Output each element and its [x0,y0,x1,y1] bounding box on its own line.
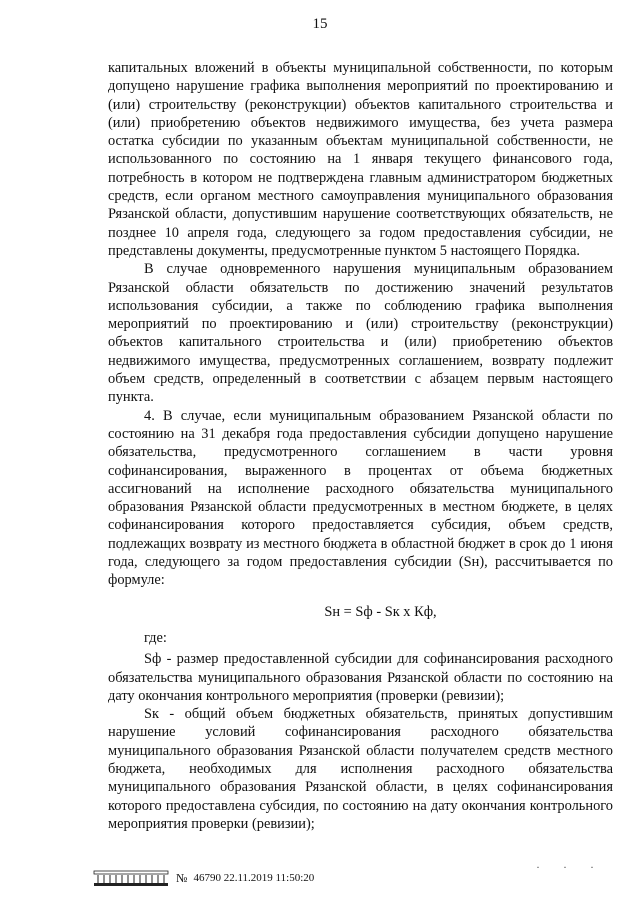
government-building-logo-icon [92,868,170,888]
paragraph: 4. В случае, если муниципальным образованием Рязанской области по состоянию на 31 декабря года предоставления субсидии допущено нарушение обязательства, предусмотренного соглашением в части уровня софинансирования, выраженного в процентах от объема бюджетных ассигнований на исполнение расходного обязательства муниципального образования Рязанской области предусмотренных в местном бюджете, в целях софинансирования которого предоставляется субсидия, объем средств, подлежащих возврату из местного бюджета в областной бюджет в срок до 1 июня года, следующего за годом предоставления субсидии (Sн), рассчитывается по формуле: [108,407,613,589]
definition: Sф - размер предоставленной субсидии для софинансирования расходного обязательства муниципального образования Рязанской области по состоянию на дату окончания контрольного мероприятия (проверки (ревизии); [108,651,613,704]
where-label: где: [144,629,167,646]
paragraph: капитальных вложений в объекты муниципальной собственности, по которым допущено нарушение графика выполнения мероприятий по проектированию и (или) строительству (реконструкции) объектов капитального строительства и (или) приобретению объектов недвижимого имущества, без учета размера остатка субсидии по указанным объектам муниципальной собственности, не использованного по состоянию на 1 января текущего финансового года, потребность в котором не подтверждена главным администратором бюджетных средств, если органом местного самоуправления муниципального образования Рязанской области, допустившим нарушение соответствующих обязательств, не позднее 10 апреля года, следующего за годом предоставления субсидии, не представлены документы, предусмотренные пунктом 5 настоящего Порядка. [108,60,613,259]
paragraph: В случае одновременного нарушения муниципальным образованием Рязанской области обязательств по достижению значений результатов использования субсидии, а также по соблюдению графика выполнения мероприятий по проектированию и (или) строительству (реконструкции) объектов капитального строительства и (или) приобретению объектов недвижимого имущества, предусмотренных соглашением, возврату подлежит объем средств, определенный в соответствии с абзацем первым настоящего пункта. [108,261,613,406]
registration-stamp: 46790 22.11.2019 11:50:20 [193,872,315,884]
document-footer [92,868,314,888]
page-number: 15 [312,16,328,32]
number-sign: № [176,870,188,885]
scan-artifact-dots: · · · [536,860,604,874]
document-body [108,59,613,833]
definition: Sк - общий объем бюджетных обязательств, принятых допустившим нарушение условий софинансирования расходного обязательства муниципального образования Рязанской области получателем средств местного бюджета, необходимых для исполнения расходного обязательства муниципального образования Рязанской области, в целях софинансирования которого предоставлена субсидия, по состоянию на дату окончания контрольного мероприятия проверки (ревизии); [108,706,613,832]
formula: Sн = Sф - Sк х Кф, [324,603,437,620]
